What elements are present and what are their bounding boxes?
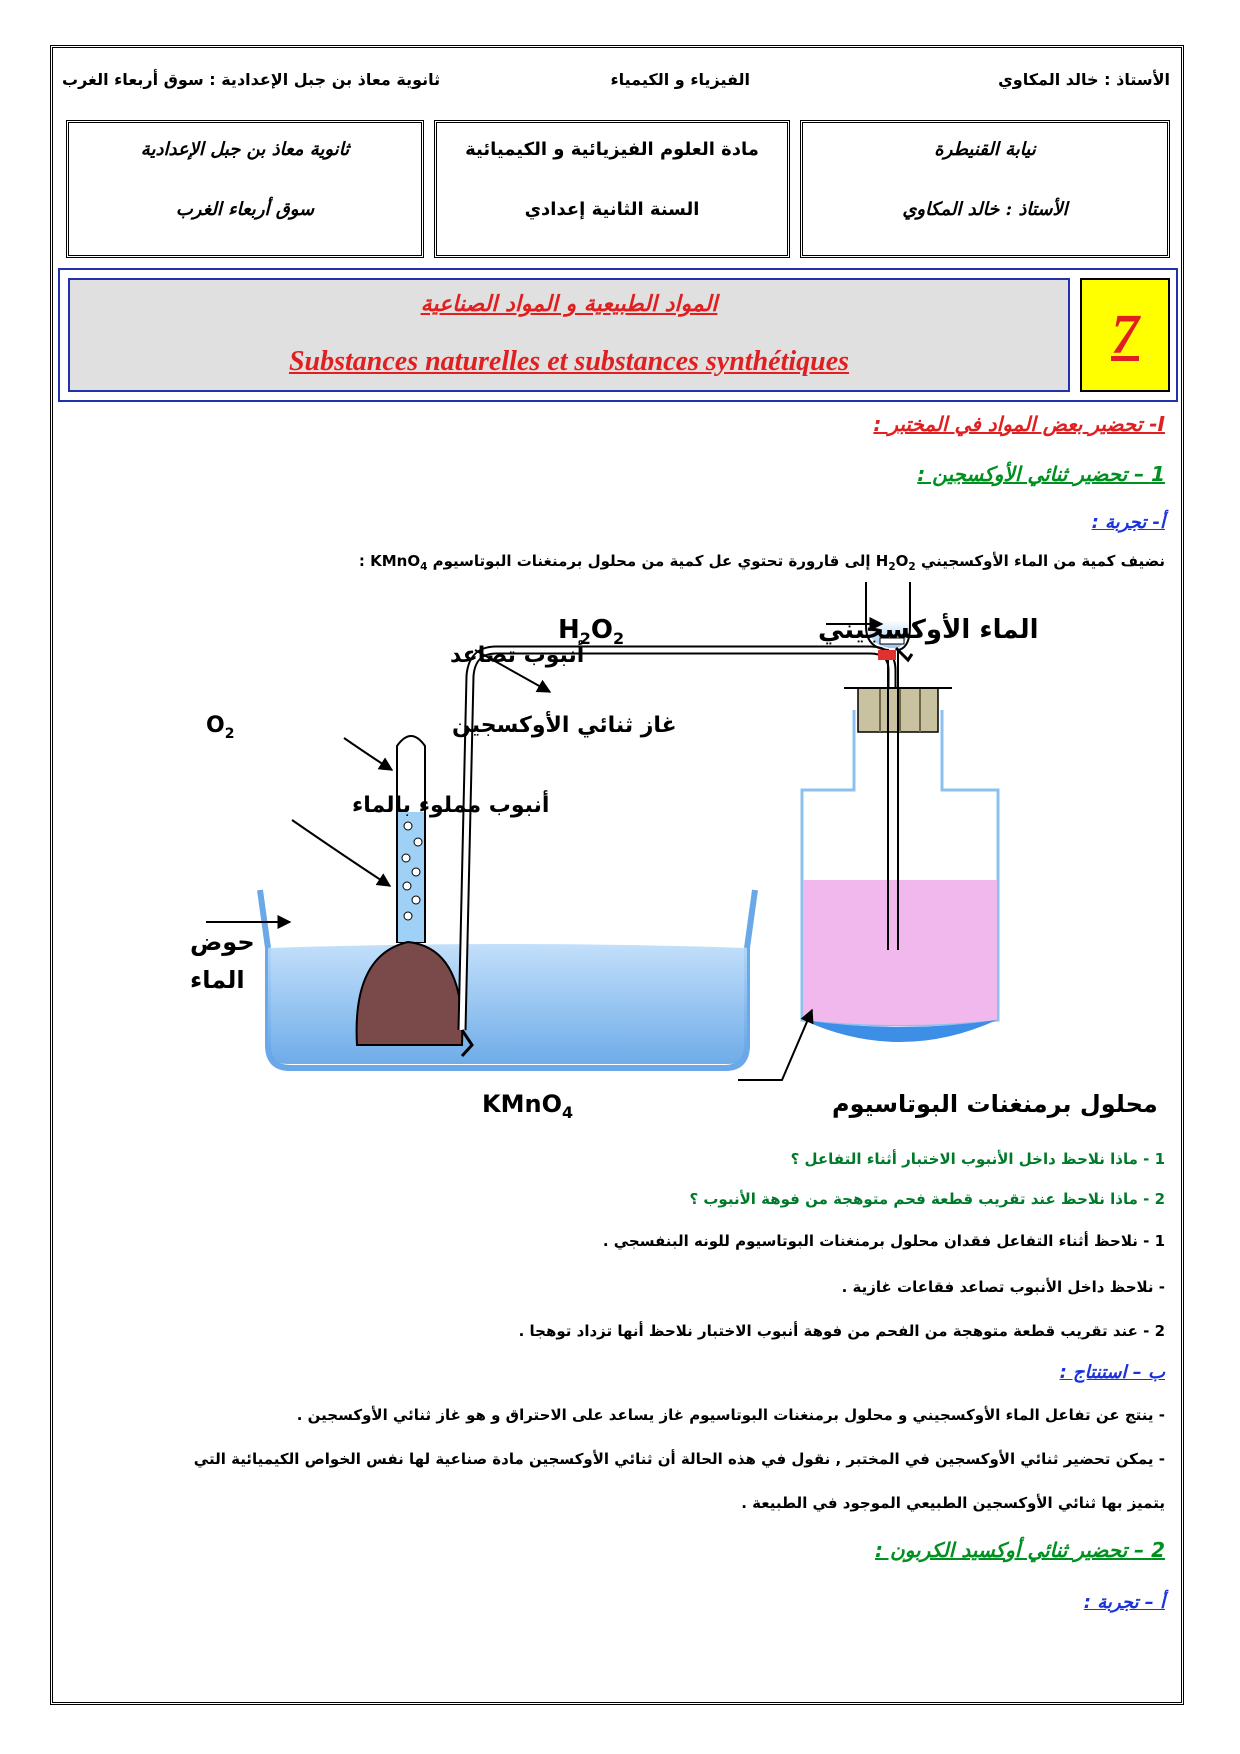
box-right-line1: نيابة القنيطرة xyxy=(934,139,1036,160)
label-h2o2 xyxy=(558,613,1039,648)
rising-tube-label: أنبوب تصاعد xyxy=(450,643,585,668)
intro-part-c: : xyxy=(358,552,371,570)
answer-1: 1 - نلاحظ أثناء التفاعل فقدان محلول برمنغنات البوتاسيوم للونه البنفسجي . xyxy=(602,1232,1165,1250)
lesson-title-french: Substances naturelles et substances synthétiques xyxy=(288,346,850,377)
header-box-middle xyxy=(434,120,790,258)
lesson-title-box xyxy=(68,278,1070,392)
lesson-number: 7 xyxy=(1111,304,1139,366)
intro-part-b: إلى قارورة تحتوي عل كمية من محلول برمنغنات البوتاسيوم xyxy=(427,552,876,570)
lesson-number-box xyxy=(1080,278,1170,392)
flask xyxy=(802,710,998,1042)
header-boxes xyxy=(58,112,1178,262)
intro-part-a: نضيف كمية من الماء الأوكسجيني xyxy=(915,552,1165,570)
header-teacher: الأستاذ : خالد المكاوي xyxy=(998,70,1170,89)
h2o2-label-text: الماء الأوكسجيني xyxy=(818,615,1039,645)
solution-label-text: محلول برمنغنات البوتاسيوم xyxy=(832,1090,1158,1118)
filled-tube-label: أنبوب مملوء بالماء xyxy=(352,793,550,818)
basin-label-1: حوض xyxy=(190,928,255,956)
answer-1b: - نلاحظ داخل الأنبوب تصاعد فقاعات غازية . xyxy=(841,1278,1165,1296)
formula-kmno4: KMnO$_4$ xyxy=(370,552,428,573)
box-left-line1: ثانوية معاذ بن جبل الإعدادية xyxy=(140,139,350,160)
experiment-diagram xyxy=(140,590,1158,1130)
test-tube xyxy=(397,736,425,942)
basin-label-2: الماء xyxy=(190,966,245,994)
box-left-line2: سوق أربعاء الغرب xyxy=(175,199,315,220)
section1-experiment: أ- تجربة : xyxy=(1091,512,1165,533)
section2-heading: 2 – تحضير ثنائي أوكسيد الكربون : xyxy=(875,1538,1165,1562)
water-basin xyxy=(260,890,755,1068)
o2-formula: $O_2$ xyxy=(206,713,235,742)
top-header xyxy=(62,62,1170,102)
header-school: ثانوية معاذ بن جبل الإعدادية : سوق أربعاء الغرب xyxy=(62,70,441,89)
header-subject: الفيزياء و الكيمياء xyxy=(610,70,750,89)
formula-h2o2: $H_2O_2$ xyxy=(875,552,916,573)
header-box-left xyxy=(66,120,424,258)
conclusion-2: - يمكن تحضير ثنائي الأوكسجين في المختبر , نقول في هذه الحالة أن ثنائي الأوكسجين مادة صناعية لها نفس الخواص الكيميائية التي xyxy=(193,1450,1165,1468)
answer-2: 2 - عند تقريب قطعة متوهجة من الفحم من فوهة أنبوب الاختبار نلاحظ أنها تزداد توهجا . xyxy=(518,1322,1165,1340)
box-right-line2: الأستاذ : خالد المكاوي xyxy=(902,199,1068,220)
oxygen-label-text: غاز ثنائي الأوكسجين xyxy=(452,713,677,738)
kmno4-formula: KMnO$_4$ xyxy=(482,1090,574,1122)
lesson-title-arabic: المواد الطبيعية و المواد الصناعية xyxy=(420,292,718,317)
conclusion-3: يتميز بها ثنائي الأوكسجين الطبيعي الموجود في الطبيعة . xyxy=(741,1494,1165,1512)
lesson-title-frame xyxy=(58,268,1178,402)
conclusion-1: - ينتج عن تفاعل الماء الأوكسجيني و محلول برمنغنات البوتاسيوم غاز يساعد على الاحتراق و هو غاز ثنائي الأوكسجين . xyxy=(296,1406,1165,1424)
experiment-intro xyxy=(359,552,1165,573)
label-oxygen xyxy=(206,710,677,770)
box-middle-line2: السنة الثانية إعدادي xyxy=(524,199,700,220)
section2-experiment: أ – تجربة : xyxy=(1083,1592,1165,1613)
h2o2-formula: $H_2O_2$ xyxy=(558,615,625,648)
box-middle-line1: مادة العلوم الفيزيائية و الكيميائية xyxy=(465,139,759,160)
header-box-right xyxy=(800,120,1170,258)
question-1: 1 - ماذا نلاحظ داخل الأنبوب الاختبار أثناء التفاعل ؟ xyxy=(790,1150,1165,1168)
section1-sub1: 1 – تحضير ثنائي الأوكسجين : xyxy=(917,462,1165,486)
section1-heading: I- تحضير بعض المواد في المختبر : xyxy=(873,412,1165,436)
conclusion-heading: ب – استنتاج : xyxy=(1059,1362,1165,1383)
question-2: 2 - ماذا نلاحظ عند تقريب قطعة فحم متوهجة من فوهة الأنبوب ؟ xyxy=(689,1190,1165,1208)
